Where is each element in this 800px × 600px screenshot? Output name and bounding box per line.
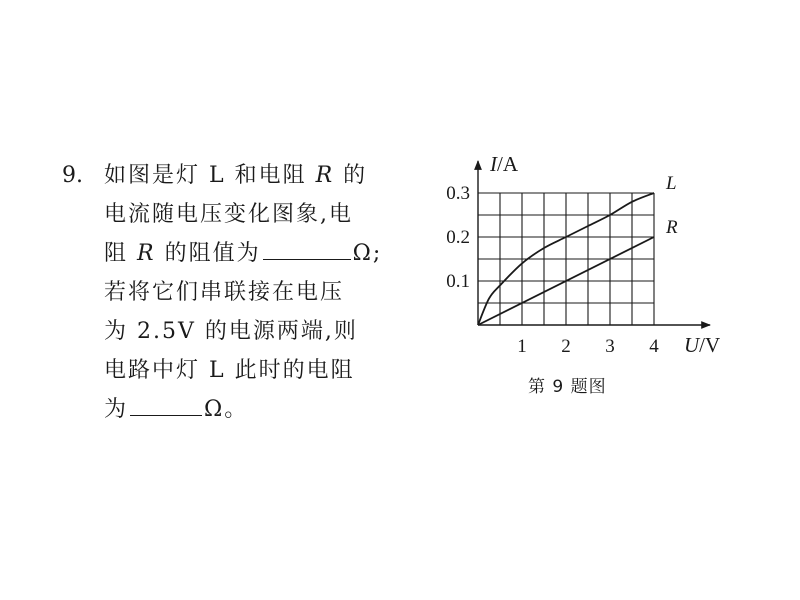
question-line-3: 阻 R 的阻值为 Ω; (104, 241, 383, 266)
resistor-symbol: R (315, 163, 335, 188)
y-axis-label: I/A (490, 152, 518, 176)
question-line-4: 若将它们串联接在电压 (104, 280, 345, 305)
iu-graph (430, 150, 730, 400)
x-tick-label: 3 (605, 336, 615, 357)
x-tick-label: 2 (561, 336, 571, 357)
answer-blank-resistance-r[interactable] (263, 258, 351, 260)
question-number: 9. (62, 163, 83, 188)
y-tick-label: 0.3 (446, 183, 470, 204)
series-label-L: L (666, 173, 677, 194)
question-text (104, 156, 382, 429)
x-axis-label: U/V (684, 333, 721, 357)
y-tick-label: 0.2 (446, 227, 470, 248)
y-tick-label: 0.1 (446, 271, 470, 292)
question-line-6: 电路中灯 L 此时的电阻 (104, 358, 355, 383)
question-line-5: 为 2.5V 的电源两端,则 (104, 319, 358, 344)
question-line-7: 为 Ω。 (104, 397, 249, 422)
series (478, 173, 678, 325)
question-line-2: 电流随电压变化图象,电 (104, 202, 353, 227)
grid (478, 193, 654, 325)
axis-labels (446, 152, 720, 357)
x-tick-label: 4 (649, 336, 659, 357)
x-tick-label: 1 (517, 336, 527, 357)
figure-caption: 第 9 题图 (528, 377, 607, 397)
series-label-R: R (666, 217, 678, 238)
resistor-symbol: R (137, 241, 156, 266)
answer-blank-resistance-l[interactable] (130, 414, 202, 416)
question-line-1: 如图是灯 L 和电阻 R 的 (104, 163, 368, 188)
